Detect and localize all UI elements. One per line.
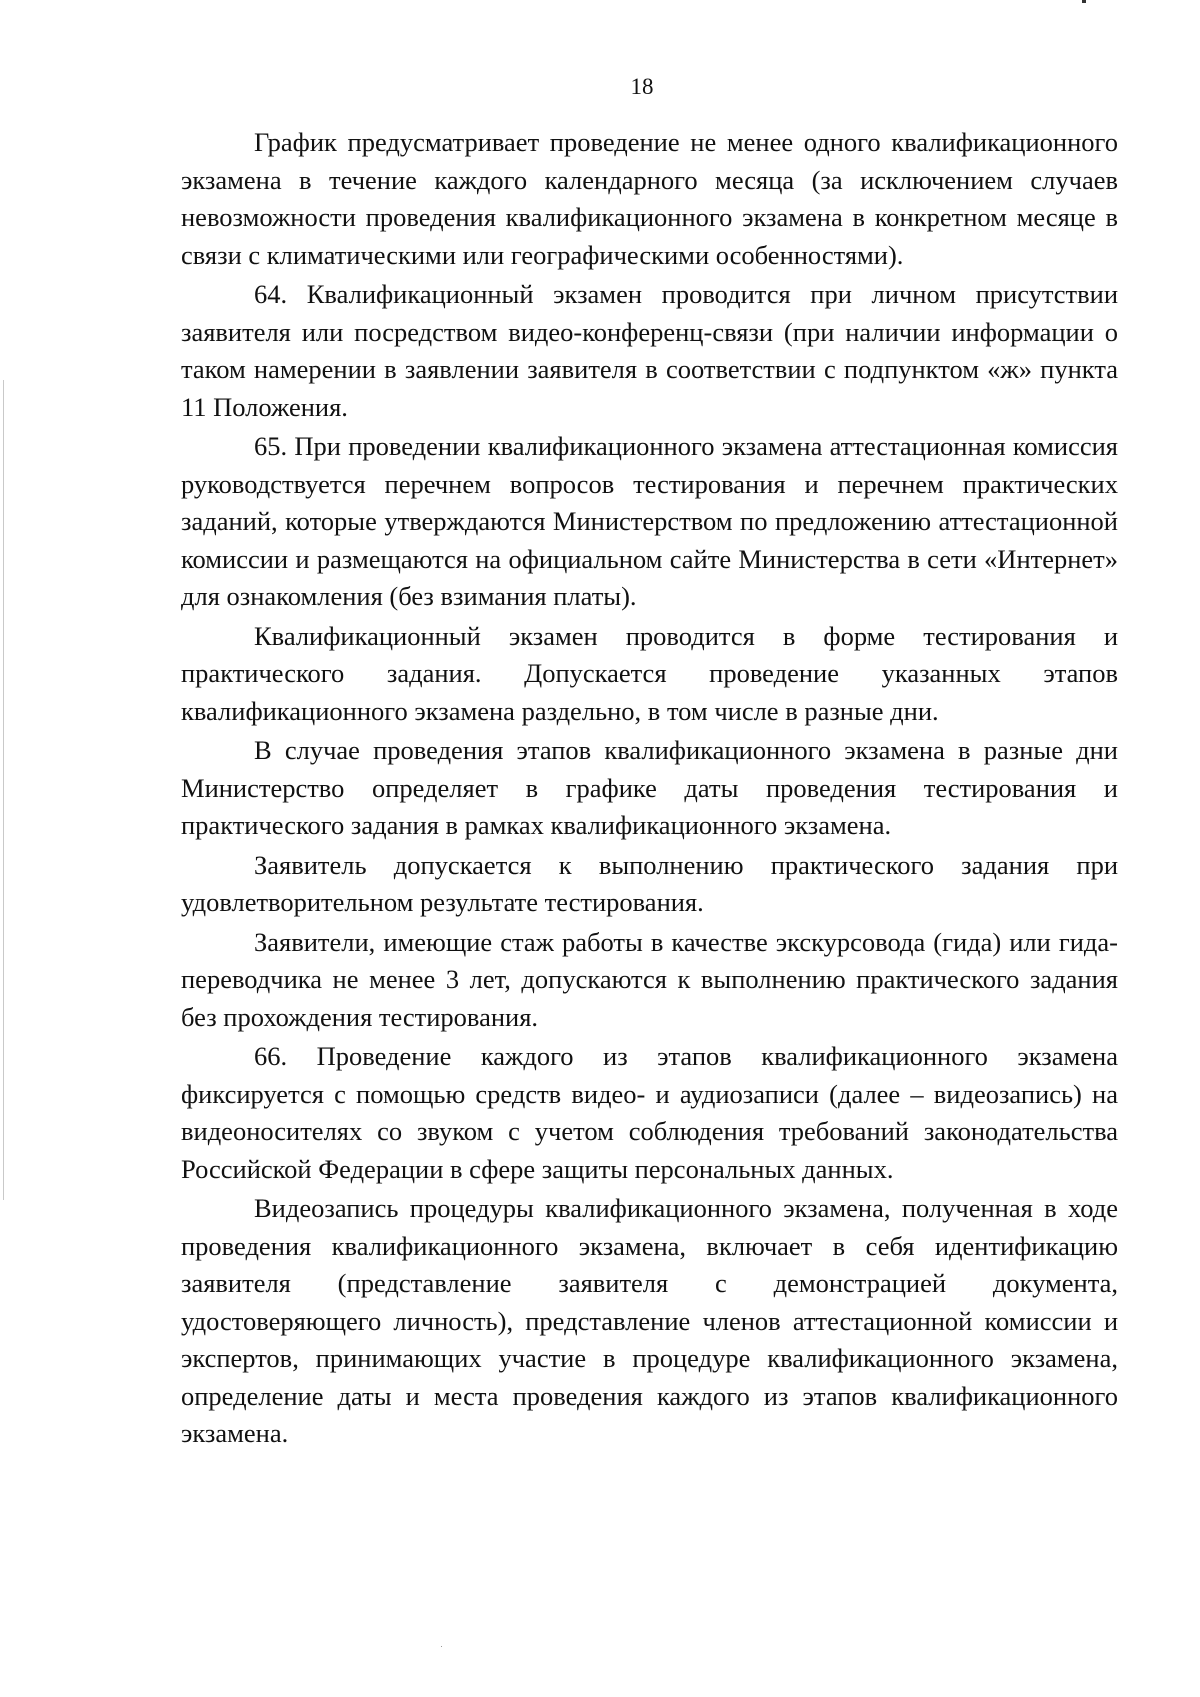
- paragraph-65: 65. При проведении квалификационного экзамена аттестационная комиссия руководствуется перечнем вопросов тестирования и перечнем практических заданий, которые утверждаются Министерством по предложению аттестационной комиссии и размещаются на официальном сайте Министерства в сети «Интернет» для ознакомления (без взимания платы).: [181, 431, 1118, 611]
- paragraph-exam-form: Квалификационный экзамен проводится в форме тестирования и практического задания. Допускается проведение указанных этапов квалификационного экзамена раздельно, в том числе в разные дни.: [181, 620, 1118, 726]
- page-number: 18: [630, 74, 654, 99]
- paragraph-exam-days: В случае проведения этапов квалификационного экзамена в разные дни Министерство определяет в графике даты проведения тестирования и практического задания в рамках квалификационного экзамена.: [181, 735, 1118, 840]
- scan-speck: [441, 1646, 442, 1647]
- paragraph-64: 64. Квалификационный экзамен проводится при личном присутствии заявителя или посредством видео-конференц-связи (при наличии информации о таком намерении в заявлении заявителя в соответствии с подпунктом «ж» пункта 11 Положения.: [181, 279, 1118, 422]
- paragraph-schedule: График предусматривает проведение не менее одного квалификационного экзамена в течение каждого календарного месяца (за исключением случаев невозможности проведения квалификационного экзамена в конкретном месяце в связи с климатическими или географическими особенностями).: [181, 127, 1118, 270]
- paragraph-admission: Заявитель допускается к выполнению практического задания при удовлетворительном результате тестирования.: [181, 849, 1118, 917]
- paragraph-video-record: Видеозапись процедуры квалификационного экзамена, полученная в ходе проведения квалификационного экзамена, включает в себя идентификацию заявителя (представление заявителя с демонстрацией документа, удостоверяющего личность), представление членов аттестационной комиссии и экспертов, принимающих участие в процедуре квалификационного экзамена, определение даты и места проведения каждого из этапов квалификационного экзамена.: [181, 1193, 1118, 1448]
- paragraph-experience: Заявители, имеющие стаж работы в качестве экскурсовода (гида) или гида-переводчика не менее 3 лет, допускаются к выполнению практического задания без прохождения тестирования.: [181, 926, 1118, 1032]
- paragraph-66: 66. Проведение каждого из этапов квалификационного экзамена фиксируется с помощью средств видео- и аудиозаписи (далее – видеозапись) на видеоносителях со звуком с учетом соблюдения требований законодательства Российской Федерации в сфере защиты персональных данных.: [181, 1041, 1118, 1184]
- scan-edge-line: [3, 380, 4, 1200]
- scan-dot: [1082, 0, 1086, 3]
- document-body: [181, 124, 1118, 1455]
